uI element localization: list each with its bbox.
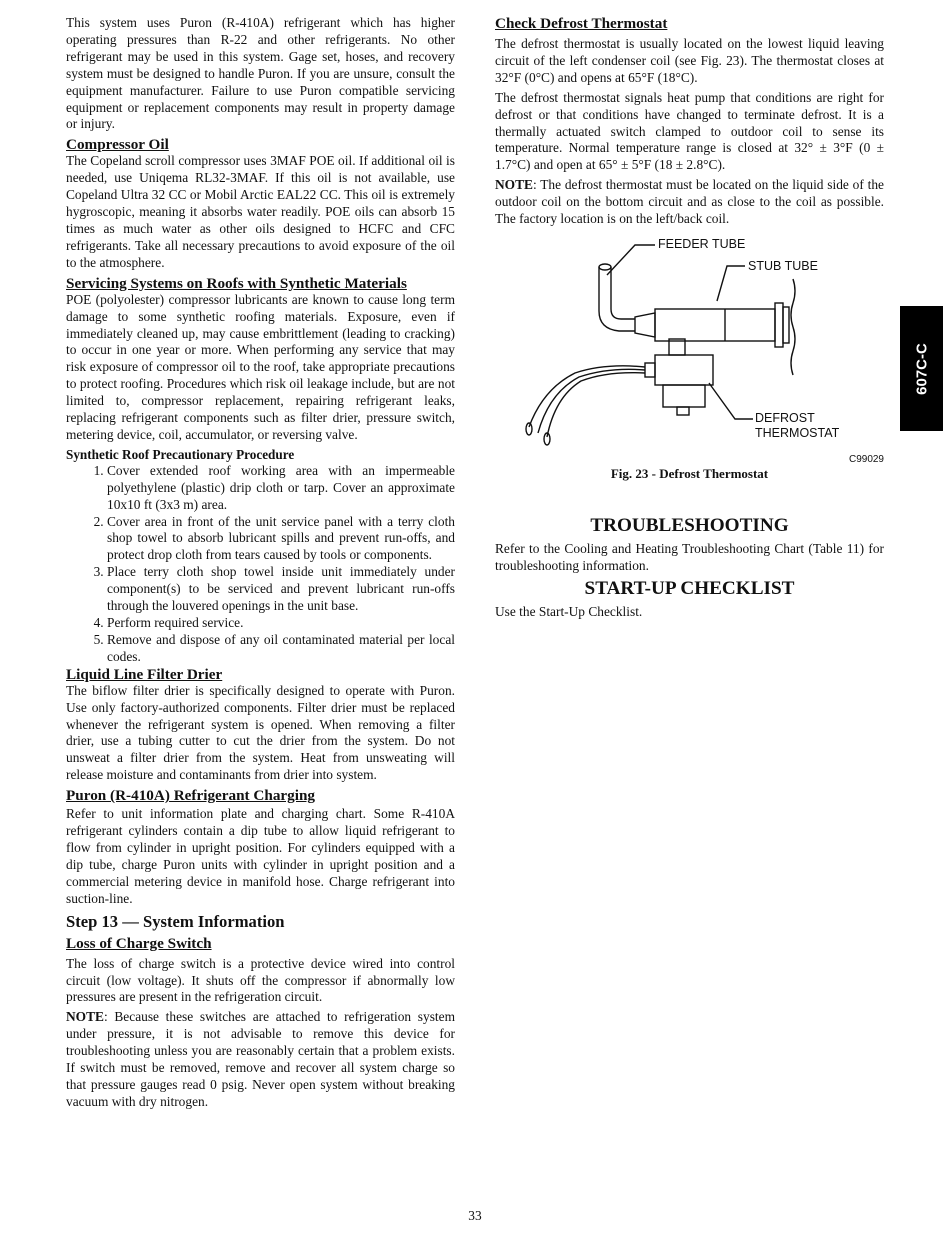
side-tab-label: 607C-C <box>913 342 930 395</box>
loss-of-charge-heading: Loss of Charge Switch <box>66 934 212 952</box>
charging-heading: Puron (R-410A) Refrigerant Charging <box>66 787 316 805</box>
compressor-oil-heading: Compressor Oil <box>66 136 169 154</box>
figure-code: C99029 <box>848 453 884 465</box>
roofs-heading: Servicing Systems on Roofs with Synthetic Materials <box>66 274 407 292</box>
startup-body: Use the Start-Up Checklist. <box>495 603 643 619</box>
note-text: : Because these switches are attached to refrigeration system under pressure, it is not advisable to remove this device for troubleshooting unless you are reasonably certain that a problem exists. If switch must be removed, remove and recover all system charge so that pressure gauges read 0 psig. Never open system without breaking vacuum with dry nitrogen. <box>66 1009 455 1109</box>
defrost-label-1: DEFROST <box>755 410 815 425</box>
defrost-label-2: THERMOSTAT <box>755 425 840 440</box>
intro-paragraph: This system uses Puron (R-410A) refrigerant which has higher operating pressures than R-22 and other refrigerants. No other refrigerant may be used in this system. Gage set, hoses, and recovery system must be designed to handle Puron. If you are unsure, consult the equipment manufacturer. Failure to use Puron compatible servicing equipment or replacement components may result in property damage or injury. <box>66 15 455 132</box>
procedure-heading: Synthetic Roof Precautionary Procedure <box>66 446 295 462</box>
defrost-p2: The defrost thermostat signals heat pump that conditions are right for defrost or that conditions have changed to terminate defrost. It is a thermally actuated switch clamped to outdoor coil to sense its temperature. Normal temperature range is closed at 32° ± 3°F (0 ± 1.7°C) and open at 65° ± 5°F (18 ± 2.8°C). <box>495 89 884 173</box>
roofs-body: POE (polyolester) compressor lubricants are known to cause long term damage to some synthetic roofing materials. Exposure, even if immediately cleaned up, may cause embrittlement (leading to cracking) to occur in one year or more. When performing any service that may risk exposure of compressor oil to the roof, take appropriate precautions to protect roofing. Procedures which risk oil leakage include, but are not limited to, compressor replacement, repairing refrigerant leaks, replacing refrigerant components such as filter drier, pressure switch, metering device, coil, accumulator, or reversing valve. <box>66 291 455 442</box>
procedure-step-3: 3. Place terry cloth shop towel inside unit immediately under component(s) to be serviced and prevent lubricant run-offs through the louvered openings in the unit base. <box>107 564 455 615</box>
procedure-list <box>66 463 455 666</box>
procedure-step-4: 4. Perform required service. <box>107 615 455 632</box>
troubleshooting-body: Refer to the Cooling and Heating Troubleshooting Chart (Table 11) for troubleshooting information. <box>495 540 884 573</box>
page-number: 33 <box>468 1208 482 1223</box>
compressor-oil-body: The Copeland scroll compressor uses 3MAF POE oil. If additional oil is needed, use Uniqema RL32-3MAF. If this oil is not available, use Copeland Ultra 32 CC or Mobil Arctic EAL22 CC. This oil is extremely hygroscopic, meaning it absorbs water readily. POE oils can absorb 15 times as much water as other oils designed to HCFC and CFC refrigerants. Take all necessary precautions to avoid exposure of the oil to the atmosphere. <box>66 153 455 270</box>
note-label: NOTE <box>66 1009 104 1025</box>
filter-drier-body: The biflow filter drier is specifically designed to operate with Puron. Use only factory-authorized components. Filter drier must be replaced whenever the refrigerant system is opened. When removing a filter drier, use a tubing cutter to cut the drier from the system. Do not unsweat a filter drier from the system. Heat from unsweating will release moisture and contaminants from drier into system. <box>66 682 455 783</box>
side-tab <box>900 306 943 431</box>
procedure-step-1: 1. Cover extended roof working area with an impermeable polyethylene (plastic) drip cloth or tarp. Cover an approximate 10x10 ft (3x3 m) area. <box>107 463 455 514</box>
loss-of-charge-body: The loss of charge switch is a protective device wired into control circuit (low voltage). It shuts off the compressor if abnormally low pressures are present in the refrigeration circuit. <box>66 955 455 1005</box>
charging-body: Refer to unit information plate and charging chart. Some R-410A refrigerant cylinders contain a dip tube to allow liquid refrigerant to flow from cylinder in upright position. For cylinders equipped with a dip tube, charge Puron units with cylinder in upright position and a commercial metering device in manifold hose. Charge refrigerant into suction-line. <box>66 806 455 906</box>
step13-heading: Step 13 — System Information <box>66 911 285 931</box>
left-column <box>66 15 455 1114</box>
figure-caption: Fig. 23 - Defrost Thermostat <box>610 465 769 481</box>
defrost-heading: Check Defrost Thermostat <box>495 15 668 32</box>
procedure-step-2: 2. Cover area in front of the unit service panel with a terry cloth shop towel to absorb lubricant spills and prevent run-offs, and protect drop cloth from tears caused by tools or components. <box>107 514 455 565</box>
defrost-note <box>495 177 884 228</box>
defrost-thermostat-figure <box>495 231 884 465</box>
troubleshooting-heading: TROUBLESHOOTING <box>590 514 789 536</box>
stub-tube-label: STUB TUBE <box>748 258 818 273</box>
defrost-thermostat-diagram <box>495 231 884 453</box>
startup-heading: START-UP CHECKLIST <box>584 577 795 599</box>
note-label: NOTE <box>495 177 533 193</box>
procedure-step-5: 5. Remove and dispose of any oil contaminated material per local codes. <box>107 632 455 666</box>
right-column <box>495 15 884 624</box>
feeder-tube-label: FEEDER TUBE <box>658 236 746 251</box>
note-text: : The defrost thermostat must be located on the liquid side of the outdoor coil on the bottom circuit and as close to the coil as possible. The factory location is on the left/back coil. <box>495 177 884 227</box>
filter-drier-heading: Liquid Line Filter Drier <box>66 665 223 683</box>
loss-of-charge-note <box>66 1009 455 1110</box>
defrost-p1: The defrost thermostat is usually located on the lowest liquid leaving circuit of the left condenser coil (see Fig. 23). The thermostat closes at 32°F (0°C) and opens at 65°F (18°C). <box>495 36 884 85</box>
